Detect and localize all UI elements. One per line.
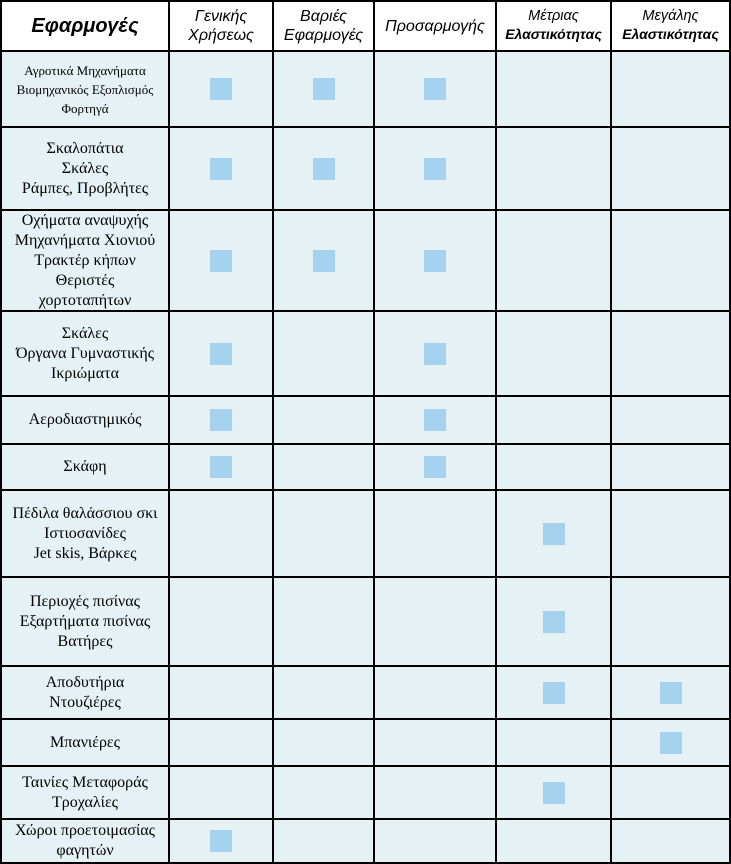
header-title: Εφαρμογές (31, 14, 139, 37)
applicability-mark (543, 523, 565, 545)
table-cell (274, 211, 375, 312)
table-cell (612, 397, 731, 445)
table-cell (170, 578, 274, 667)
table-cell (497, 491, 612, 578)
table-cell (170, 667, 274, 720)
row-label-line: φαγητών (56, 842, 114, 859)
row-label-cell (2, 445, 170, 491)
table-cell (497, 767, 612, 820)
header-cell-high-elasticity (612, 2, 731, 52)
applicability-mark (543, 782, 565, 804)
table-header-row (2, 2, 731, 52)
table-cell (274, 667, 375, 720)
row-label-cell (2, 578, 170, 667)
table-row (2, 397, 731, 445)
applicability-mark (424, 456, 446, 478)
table-cell (612, 128, 731, 211)
table-row (2, 767, 731, 820)
header-cell-medium-elasticity (497, 2, 612, 52)
applicability-mark (424, 409, 446, 431)
table-row (2, 445, 731, 491)
table-cell (274, 397, 375, 445)
header-line: Ελαστικότητας (505, 26, 602, 42)
table-cell (274, 312, 375, 397)
applicability-mark (210, 250, 232, 272)
table-row (2, 667, 731, 720)
table-cell (612, 52, 731, 128)
table-row (2, 211, 731, 312)
table-cell (274, 720, 375, 767)
row-label-line: Οχήματα αναψυχής (21, 211, 149, 229)
table-body (2, 52, 731, 864)
table-cell (274, 767, 375, 820)
applicability-mark (424, 343, 446, 365)
header-line: Γενικής (194, 8, 248, 25)
row-label-line: Πέδιλα θαλάσσιου σκι (12, 504, 158, 522)
applicability-mark (210, 456, 232, 478)
table-cell (170, 767, 274, 820)
row-label-line: Μηχανήματα Χιονιού (14, 231, 156, 249)
row-label-cell (2, 128, 170, 211)
row-label-line: Σκάφη (63, 458, 107, 475)
header-line: Βαριές (300, 8, 347, 25)
row-label-line: χορτοταπήτων (38, 291, 132, 309)
row-label-line: Βατήρες (57, 632, 113, 650)
row-label-line: Ιστιοσανίδες (44, 524, 126, 542)
applicability-mark (210, 830, 232, 852)
table-cell (375, 312, 497, 397)
table-cell (375, 128, 497, 211)
table-cell (497, 397, 612, 445)
table-cell (612, 312, 731, 397)
row-label-line: Βιομηχανικός Εξοπλισμός (16, 81, 154, 97)
table-cell (170, 52, 274, 128)
row-label-line: Αγροτικά Μηχανήματα (24, 62, 146, 78)
row-label-line: Θεριστές (55, 271, 115, 289)
header-line: Χρήσεως (188, 27, 254, 44)
table-row (2, 312, 731, 397)
header-cell-general-use (170, 2, 274, 52)
row-label-line: Ντουζιέρες (49, 693, 121, 711)
table-cell (375, 491, 497, 578)
table-cell (274, 491, 375, 578)
applicability-mark (210, 409, 232, 431)
header-line: Προσαρμογής (385, 17, 485, 35)
table-cell (274, 128, 375, 211)
row-label-line: Σκαλοπάτια (46, 139, 124, 157)
applicability-mark (424, 158, 446, 180)
table-cell (612, 720, 731, 767)
applicability-mark (210, 343, 232, 365)
applicability-mark (424, 78, 446, 100)
header-cell-applications (2, 2, 170, 52)
row-label-cell (2, 667, 170, 720)
table-cell (497, 52, 612, 128)
table-cell (375, 720, 497, 767)
row-label-cell (2, 767, 170, 820)
row-label-line: Τρακτέρ κήπων (34, 251, 136, 269)
table-cell (612, 767, 731, 820)
row-label-line: Μπανιέρες (50, 733, 120, 751)
table-cell (170, 491, 274, 578)
applicability-mark (313, 78, 335, 100)
applicability-mark (424, 250, 446, 272)
header-line: Μέτριας (528, 8, 579, 24)
table-row (2, 491, 731, 578)
header-cell-adaptive (375, 2, 497, 52)
table-cell (274, 578, 375, 667)
applicability-mark (210, 78, 232, 100)
table-cell (497, 445, 612, 491)
applicability-mark (543, 682, 565, 704)
table-cell (274, 820, 375, 864)
row-label-cell (2, 491, 170, 578)
applicability-mark (660, 682, 682, 704)
table-cell (497, 720, 612, 767)
row-label-line: Ράμπες, Προβλήτες (21, 179, 149, 197)
row-label-cell (2, 312, 170, 397)
table-cell (170, 128, 274, 211)
applicability-mark (313, 250, 335, 272)
table-row (2, 820, 731, 864)
table-cell (170, 720, 274, 767)
header-line: Μεγάλης (642, 8, 699, 24)
table-row (2, 52, 731, 128)
row-label-cell (2, 820, 170, 864)
row-label-cell (2, 397, 170, 445)
row-label-line: Τροχαλίες (51, 793, 118, 811)
row-label-cell (2, 52, 170, 128)
table-cell (375, 397, 497, 445)
row-label-line: Σκάλες (61, 324, 109, 342)
table-cell (612, 578, 731, 667)
table-cell (612, 445, 731, 491)
table-cell (497, 667, 612, 720)
row-label-line: Φορτηγά (61, 100, 109, 116)
row-label-line: Jet skis, Βάρκες (33, 544, 137, 562)
table-cell (375, 211, 497, 312)
table-cell (497, 211, 612, 312)
row-label-cell (2, 720, 170, 767)
table-cell (375, 667, 497, 720)
table-cell (497, 312, 612, 397)
table-cell (170, 397, 274, 445)
table-cell (170, 211, 274, 312)
table-cell (375, 578, 497, 667)
table-cell (497, 128, 612, 211)
table-cell (497, 820, 612, 864)
applicability-mark (210, 158, 232, 180)
table-row (2, 128, 731, 211)
row-label-line: Όργανα Γυμναστικής (15, 344, 155, 362)
table-cell (375, 820, 497, 864)
row-label-line: Εξαρτήματα πισίνας (19, 612, 151, 630)
applicability-mark (660, 732, 682, 754)
table-cell (170, 445, 274, 491)
row-label-cell (2, 211, 170, 312)
table-row (2, 720, 731, 767)
applicability-mark (313, 158, 335, 180)
table-cell (170, 820, 274, 864)
applicability-mark (543, 611, 565, 633)
table-cell (612, 820, 731, 864)
table-cell (375, 767, 497, 820)
table-cell (612, 667, 731, 720)
table-cell (612, 211, 731, 312)
row-label-line: Αποδυτήρια (45, 673, 125, 691)
row-label-line: Χώροι προετοιμασίας (15, 822, 155, 839)
row-label-line: Σκάλες (61, 159, 109, 177)
table-cell (375, 445, 497, 491)
row-label-line: Ταινίες Μεταφοράς (22, 773, 148, 791)
row-label-line: Ικριώματα (51, 364, 119, 382)
table-cell (274, 52, 375, 128)
table-row (2, 578, 731, 667)
header-line: Εφαρμογές (283, 27, 364, 44)
table-cell (170, 312, 274, 397)
table-cell (612, 491, 731, 578)
table-cell (375, 52, 497, 128)
table-cell (497, 578, 612, 667)
row-label-line: Περιοχές πισίνας (30, 592, 140, 610)
header-line: Ελαστικότητας (622, 26, 719, 42)
row-label-line: Αεροδιαστημικός (28, 411, 142, 428)
table-cell (274, 445, 375, 491)
header-cell-heavy-duty (274, 2, 375, 52)
